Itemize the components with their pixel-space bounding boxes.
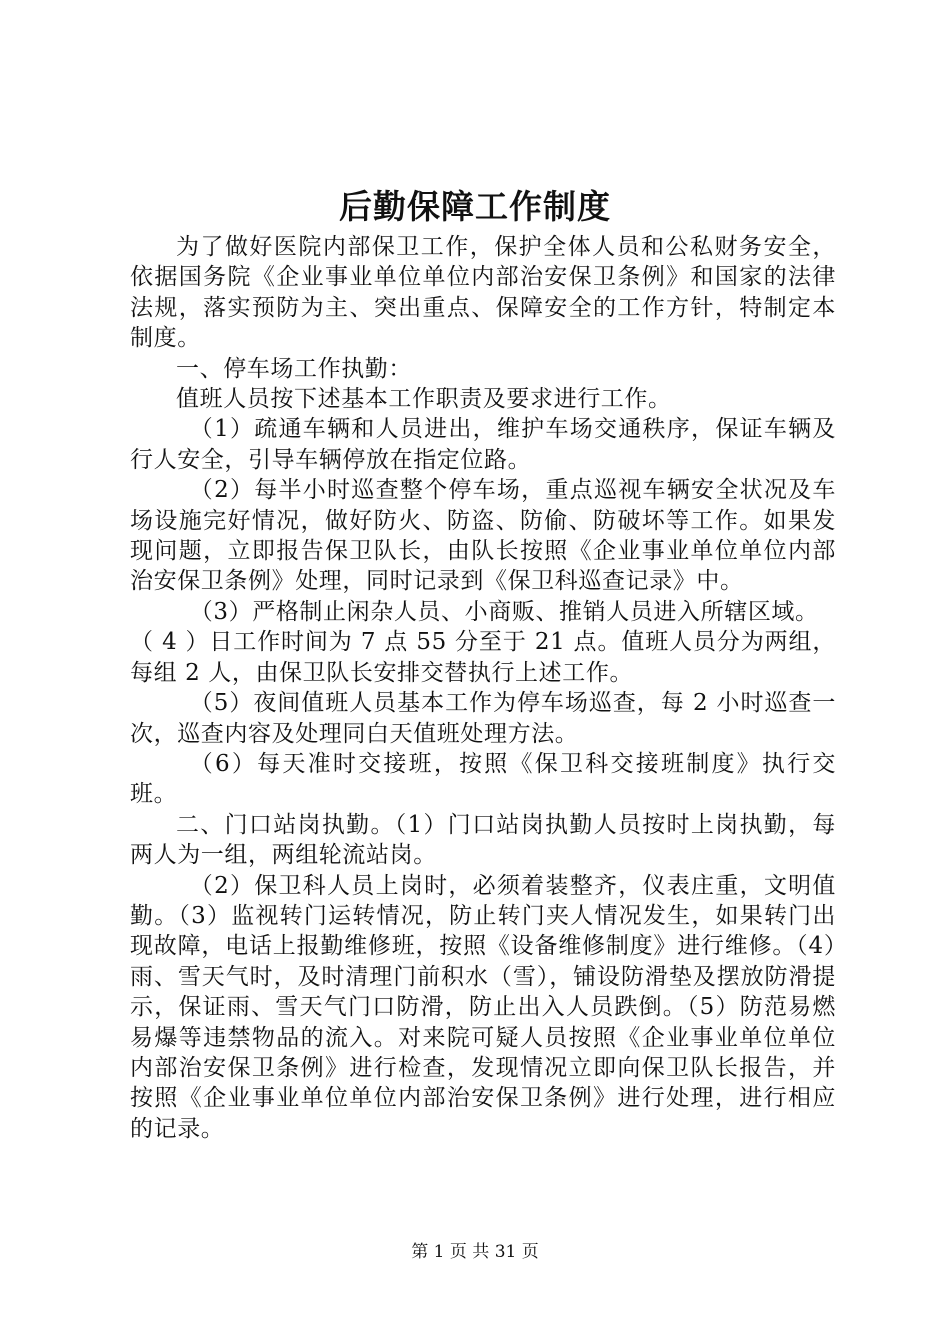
paragraph-item-2: （2）每半小时巡查整个停车场，重点巡视车辆安全状况及车场设施完好情况，做好防火、防盗、防偷、防破坏等工作。如果发现问题，立即报告保卫队长，由队长按照《企业事业单位单位内部治安保卫条例》处理，同时记录到《保卫科巡查记录》中。 xyxy=(130,477,836,595)
paragraph-item-4: （ 4 ）日工作时间为 7 点 55 分至于 21 点。值班人员分为两组，每组 2 人，由保卫队长安排交替执行上述工作。 xyxy=(130,629,836,686)
paragraph-item-6: （6）每天准时交接班，按照《保卫科交接班制度》执行交班。 xyxy=(130,750,836,808)
paragraph-item-3: （3）严格制止闲杂人员、小商贩、推销人员进入所辖区域。 xyxy=(189,598,819,625)
paragraph-item-1: （1）疏通车辆和人员进出，维护车场交通秩序，保证车辆及行人安全，引导车辆停放在指定位路。 xyxy=(130,416,836,473)
paragraph-duty-requirements: 值班人员按下述基本工作职责及要求进行工作。 xyxy=(176,386,672,413)
paragraph-gate-items: （2）保卫科人员上岗时，必须着装整齐，仪表庄重，文明值勤。（3）监视转门运转情况，防止转门夹人情况发生，如果转门出现故障，电话上报勤维修班，按照《设备维修制度》进行维修。（4）雨、雪天气时，及时清理门前积水（雪），铺设防滑垫及摆放防滑提示，保证雨、雪天气门口防滑，防止出入人员跌倒。（5）防范易燃易爆等违禁物品的流入。对来院可疑人员按照《企业事业单位单位内部治安保卫条例》进行检查，发现情况立即向保卫队长报告，并按照《企业事业单位单位内部治安保卫条例》进行处理，进行相应的记录。 xyxy=(130,872,836,1142)
section-heading-gate: 二、门口站岗执勤。（1）门口站岗执勤人员按时上岗执勤，每两人为一组，两组轮流站岗。 xyxy=(130,811,836,869)
document-body xyxy=(130,232,836,1144)
page-number-footer: 第 1 页 共 31 页 xyxy=(411,1242,539,1262)
paragraph-intro: 为了做好医院内部保卫工作，保护全体人员和公私财务安全，依据国务院《企业事业单位单位内部治安保卫条例》和国家的法律法规，落实预防为主、突出重点、保障安全的工作方针，特制定本制度。 xyxy=(130,234,836,352)
document-title: 后勤保障工作制度 xyxy=(339,187,611,226)
paragraph-item-5: （5）夜间值班人员基本工作为停车场巡查，每 2 小时巡查一次，巡查内容及处理同白天值班处理方法。 xyxy=(130,690,836,747)
section-heading-parking: 一、停车场工作执勤： xyxy=(176,355,412,382)
